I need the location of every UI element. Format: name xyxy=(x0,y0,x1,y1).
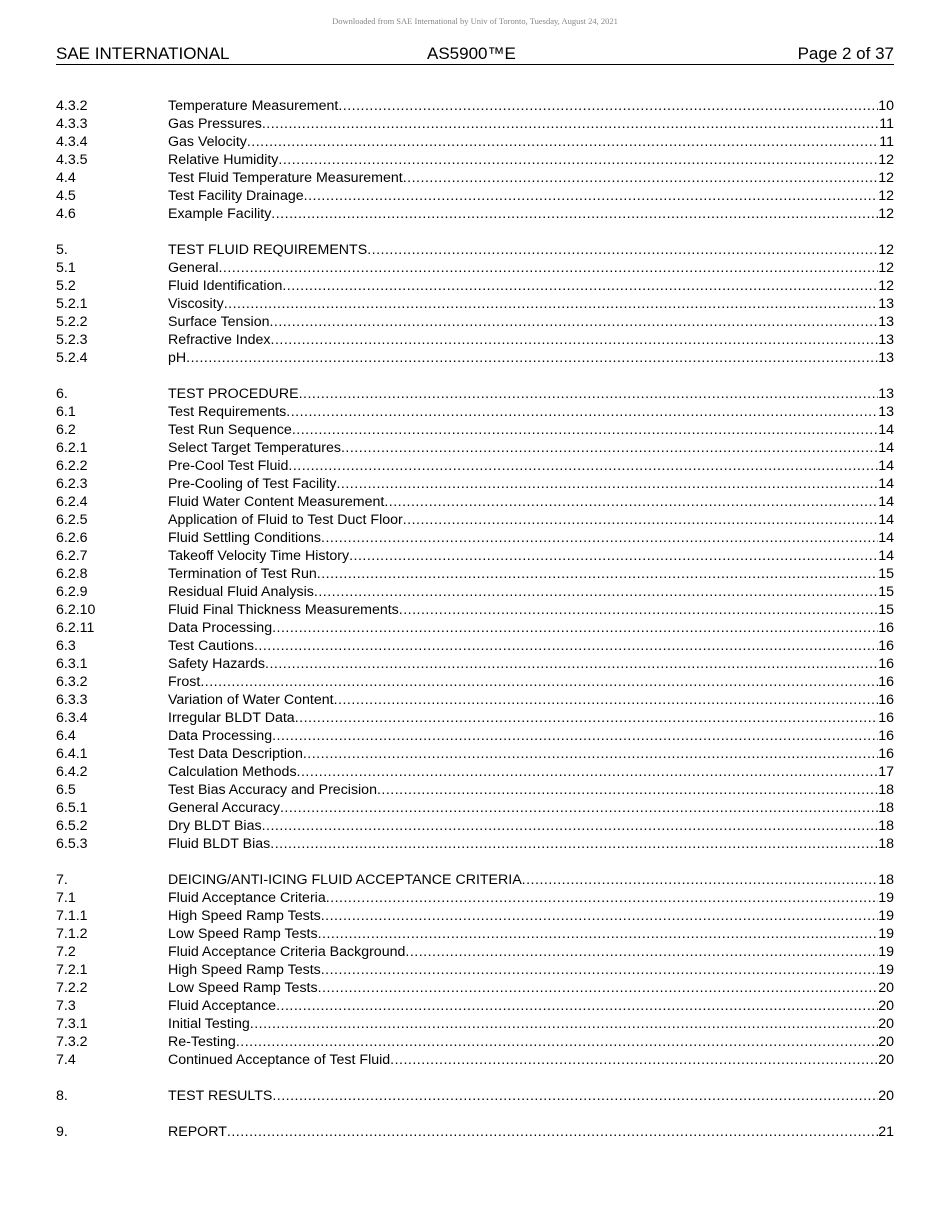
toc-entry-number: 6.3.3 xyxy=(56,692,88,708)
toc-entry-page: 14 xyxy=(878,530,894,546)
toc-dot-leader xyxy=(247,133,879,151)
toc-entry[interactable] xyxy=(56,349,894,367)
toc-entry[interactable] xyxy=(56,961,894,979)
toc-entry[interactable] xyxy=(56,1033,894,1051)
toc-entry[interactable] xyxy=(56,583,894,601)
toc-entry-page: 10 xyxy=(878,98,894,114)
toc-dot-leader xyxy=(341,439,878,457)
toc-entry-number: 4.6 xyxy=(56,206,76,222)
toc-entry-page: 19 xyxy=(878,890,894,906)
toc-entry-title: DEICING/ANTI-ICING FLUID ACCEPTANCE CRITERIA xyxy=(168,872,522,888)
toc-entry-number: 7. xyxy=(56,872,68,888)
toc-dot-leader xyxy=(272,727,878,745)
toc-entry-page: 14 xyxy=(878,440,894,456)
toc-entry-page: 16 xyxy=(878,674,894,690)
toc-dot-leader xyxy=(317,565,878,583)
toc-entry[interactable] xyxy=(56,655,894,673)
toc-entry[interactable] xyxy=(56,241,894,259)
toc-entry-title: Safety Hazards xyxy=(168,656,265,672)
toc-entry-page: 16 xyxy=(878,746,894,762)
toc-dot-leader xyxy=(262,817,879,835)
toc-entry-title: Initial Testing xyxy=(168,1016,250,1032)
toc-dot-leader xyxy=(318,979,879,997)
toc-entry-page: 18 xyxy=(878,782,894,798)
toc-entry-number: 7.3 xyxy=(56,998,76,1014)
toc-entry-page: 15 xyxy=(878,566,894,582)
toc-entry-title: Fluid BLDT Bias xyxy=(168,836,271,852)
toc-entry-number: 6.5 xyxy=(56,782,76,798)
toc-dot-leader xyxy=(271,205,878,223)
toc-entry-title: Calculation Methods xyxy=(168,764,297,780)
toc-entry-number: 6.3.4 xyxy=(56,710,88,726)
toc-dot-leader xyxy=(326,889,879,907)
toc-entry-title: Fluid Final Thickness Measurements xyxy=(168,602,399,618)
toc-entry-number: 6.2.3 xyxy=(56,476,88,492)
toc-entry-page: 12 xyxy=(878,188,894,204)
toc-entry-page: 14 xyxy=(878,422,894,438)
toc-entry[interactable] xyxy=(56,745,894,763)
toc-entry[interactable] xyxy=(56,511,894,529)
toc-entry-number: 6.2 xyxy=(56,422,76,438)
toc-entry-number: 6.4.2 xyxy=(56,764,88,780)
toc-dot-leader xyxy=(270,835,878,853)
toc-entry-page: 18 xyxy=(878,818,894,834)
toc-entry-page: 13 xyxy=(878,386,894,402)
table-of-contents xyxy=(56,97,894,1159)
toc-entry-title: Fluid Acceptance Criteria xyxy=(168,890,326,906)
toc-entry-title: Surface Tension xyxy=(168,314,270,330)
toc-entry-page: 16 xyxy=(878,710,894,726)
toc-entry[interactable] xyxy=(56,205,894,223)
toc-entry[interactable] xyxy=(56,529,894,547)
toc-entry-title: Relative Humidity xyxy=(168,152,279,168)
toc-entry-title: Gas Pressures xyxy=(168,116,262,132)
toc-entry[interactable] xyxy=(56,295,894,313)
toc-entry-number: 4.3.3 xyxy=(56,116,88,132)
toc-dot-leader xyxy=(303,745,878,763)
toc-entry-page: 19 xyxy=(878,908,894,924)
toc-entry-title: Fluid Acceptance Criteria Background xyxy=(168,944,406,960)
toc-entry[interactable] xyxy=(56,763,894,781)
toc-entry[interactable] xyxy=(56,133,894,151)
toc-entry-number: 5. xyxy=(56,242,68,258)
toc-entry-page: 11 xyxy=(879,134,894,150)
toc-entry-page: 16 xyxy=(878,728,894,744)
toc-entry-number: 6.5.2 xyxy=(56,818,88,834)
toc-entry-number: 5.1 xyxy=(56,260,76,276)
toc-section-group xyxy=(56,97,894,223)
toc-dot-leader xyxy=(522,871,879,889)
toc-entry[interactable] xyxy=(56,997,894,1015)
toc-dot-leader xyxy=(278,151,878,169)
toc-entry-number: 7.2.1 xyxy=(56,962,88,978)
toc-entry-title: Test Cautions xyxy=(168,638,254,654)
toc-entry-number: 6.2.6 xyxy=(56,530,88,546)
toc-entry-title: Pre-Cooling of Test Facility xyxy=(168,476,337,492)
toc-entry-title: Low Speed Ramp Tests xyxy=(168,926,318,942)
toc-entry-page: 12 xyxy=(878,278,894,294)
toc-dot-leader xyxy=(349,547,878,565)
toc-entry[interactable] xyxy=(56,1087,894,1105)
toc-entry-number: 7.2.2 xyxy=(56,980,88,996)
toc-entry[interactable] xyxy=(56,601,894,619)
toc-entry[interactable] xyxy=(56,421,894,439)
toc-entry-page: 14 xyxy=(878,494,894,510)
toc-entry-page: 21 xyxy=(878,1124,894,1140)
toc-entry-number: 7.4 xyxy=(56,1052,76,1068)
toc-entry-title: Data Processing xyxy=(168,728,273,744)
toc-entry-number: 6.2.8 xyxy=(56,566,88,582)
toc-entry-title: Fluid Settling Conditions xyxy=(168,530,321,546)
toc-entry[interactable] xyxy=(56,565,894,583)
toc-dot-leader xyxy=(200,673,878,691)
toc-entry[interactable] xyxy=(56,727,894,745)
toc-entry[interactable] xyxy=(56,781,894,799)
toc-entry[interactable] xyxy=(56,637,894,655)
toc-dot-leader xyxy=(321,529,878,547)
toc-entry[interactable] xyxy=(56,313,894,331)
toc-entry-number: 5.2.2 xyxy=(56,314,88,330)
toc-entry-page: 18 xyxy=(878,800,894,816)
toc-dot-leader xyxy=(295,709,879,727)
toc-entry-title: Irregular BLDT Data xyxy=(168,710,295,726)
toc-entry-title: Refractive Index xyxy=(168,332,271,348)
toc-entry-title: TEST RESULTS xyxy=(168,1088,273,1104)
toc-entry-page: 13 xyxy=(878,404,894,420)
toc-entry-number: 6.5.3 xyxy=(56,836,88,852)
toc-entry-title: Residual Fluid Analysis xyxy=(168,584,314,600)
toc-entry-title: Termination of Test Run xyxy=(168,566,317,582)
toc-entry-title: Test Bias Accuracy and Precision xyxy=(168,782,377,798)
toc-dot-leader xyxy=(272,619,878,637)
toc-entry[interactable] xyxy=(56,907,894,925)
toc-dot-leader xyxy=(399,601,878,619)
toc-entry-number: 6.2.9 xyxy=(56,584,88,600)
toc-dot-leader xyxy=(405,943,878,961)
toc-entry-number: 6.2.5 xyxy=(56,512,88,528)
toc-entry[interactable] xyxy=(56,277,894,295)
toc-dot-leader xyxy=(304,187,879,205)
toc-entry[interactable] xyxy=(56,493,894,511)
toc-entry-page: 17 xyxy=(878,764,894,780)
toc-entry[interactable] xyxy=(56,403,894,421)
toc-entry-title: REPORT xyxy=(168,1124,227,1140)
toc-entry-title: TEST PROCEDURE xyxy=(168,386,299,402)
toc-entry-page: 18 xyxy=(878,836,894,852)
toc-entry-title: Viscosity xyxy=(168,296,224,312)
toc-dot-leader xyxy=(377,781,878,799)
toc-entry[interactable] xyxy=(56,1015,894,1033)
toc-dot-leader xyxy=(227,1123,878,1141)
download-watermark-note: Downloaded from SAE International by Univ of Toronto, Tuesday, August 24, 2021 xyxy=(332,16,618,26)
toc-entry[interactable] xyxy=(56,457,894,475)
toc-entry[interactable] xyxy=(56,97,894,115)
toc-entry-page: 16 xyxy=(878,656,894,672)
toc-entry-title: Test Data Description xyxy=(168,746,303,762)
toc-dot-leader xyxy=(282,277,878,295)
toc-entry-page: 20 xyxy=(878,1016,894,1032)
toc-entry-page: 15 xyxy=(878,602,894,618)
toc-entry-title: Test Fluid Temperature Measurement xyxy=(168,170,403,186)
toc-section-group xyxy=(56,385,894,853)
toc-entry-title: Data Processing xyxy=(168,620,273,636)
toc-entry-title: Frost xyxy=(168,674,201,690)
toc-entry-title: TEST FLUID REQUIREMENTS xyxy=(168,242,368,258)
toc-entry-number: 7.1 xyxy=(56,890,76,906)
toc-dot-leader xyxy=(186,349,878,367)
toc-entry-number: 4.3.2 xyxy=(56,98,88,114)
toc-entry-title: pH xyxy=(168,350,187,366)
toc-entry-page: 15 xyxy=(878,584,894,600)
toc-entry-title: Example Facility xyxy=(168,206,272,222)
toc-dot-leader xyxy=(314,583,878,601)
toc-entry-number: 6.2.1 xyxy=(56,440,88,456)
toc-entry[interactable] xyxy=(56,439,894,457)
toc-entry-number: 6.2.4 xyxy=(56,494,88,510)
toc-entry-number: 6.2.2 xyxy=(56,458,88,474)
toc-entry-title: Variation of Water Content xyxy=(168,692,334,708)
toc-dot-leader xyxy=(224,295,879,313)
toc-entry[interactable] xyxy=(56,187,894,205)
toc-entry-title: General xyxy=(168,260,219,276)
toc-dot-leader xyxy=(403,169,878,187)
toc-entry-title: Re-Testing xyxy=(168,1034,236,1050)
toc-entry[interactable] xyxy=(56,691,894,709)
toc-entry-title: Continued Acceptance of Test Fluid xyxy=(168,1052,391,1068)
toc-entry-number: 7.3.1 xyxy=(56,1016,88,1032)
toc-entry[interactable] xyxy=(56,385,894,403)
toc-dot-leader xyxy=(265,655,878,673)
toc-entry-page: 13 xyxy=(878,332,894,348)
toc-entry-number: 9. xyxy=(56,1124,68,1140)
header-page-number: Page 2 of 37 xyxy=(797,44,894,63)
toc-entry-page: 12 xyxy=(878,206,894,222)
toc-entry-number: 4.3.4 xyxy=(56,134,88,150)
toc-entry-page: 18 xyxy=(878,872,894,888)
toc-entry[interactable] xyxy=(56,943,894,961)
toc-entry-number: 6.5.1 xyxy=(56,800,88,816)
toc-entry-page: 16 xyxy=(878,638,894,654)
toc-entry-title: Test Run Sequence xyxy=(168,422,292,438)
toc-section-group xyxy=(56,1123,894,1141)
toc-entry-number: 7.1.2 xyxy=(56,926,88,942)
toc-entry-number: 6.2.10 xyxy=(56,602,96,618)
toc-entry-page: 16 xyxy=(878,620,894,636)
toc-section-group xyxy=(56,241,894,367)
toc-entry-number: 5.2.1 xyxy=(56,296,88,312)
toc-entry-title: Fluid Water Content Measurement xyxy=(168,494,385,510)
toc-entry-number: 6.3.1 xyxy=(56,656,88,672)
toc-entry-title: Temperature Measurement xyxy=(168,98,339,114)
toc-entry-number: 6. xyxy=(56,386,68,402)
toc-entry-number: 7.1.1 xyxy=(56,908,88,924)
toc-dot-leader xyxy=(321,907,878,925)
toc-entry-page: 20 xyxy=(878,1052,894,1068)
toc-entry[interactable] xyxy=(56,817,894,835)
toc-entry-title: Fluid Identification xyxy=(168,278,283,294)
toc-entry-title: Pre-Cool Test Fluid xyxy=(168,458,289,474)
toc-entry-number: 4.5 xyxy=(56,188,76,204)
toc-entry-number: 6.3.2 xyxy=(56,674,88,690)
toc-dot-leader xyxy=(269,313,878,331)
toc-entry[interactable] xyxy=(56,331,894,349)
toc-entry-page: 19 xyxy=(878,962,894,978)
toc-dot-leader xyxy=(403,511,878,529)
toc-entry-title: Low Speed Ramp Tests xyxy=(168,980,318,996)
toc-entry-title: Test Requirements xyxy=(168,404,287,420)
toc-entry-page: 11 xyxy=(879,116,894,132)
toc-dot-leader xyxy=(272,1087,878,1105)
toc-entry-title: High Speed Ramp Tests xyxy=(168,908,321,924)
header-organization: SAE INTERNATIONAL xyxy=(56,44,230,63)
toc-entry-number: 6.2.7 xyxy=(56,548,88,564)
toc-entry-title: Test Facility Drainage xyxy=(168,188,304,204)
toc-entry-title: Application of Fluid to Test Duct Floor xyxy=(168,512,403,528)
toc-entry-number: 8. xyxy=(56,1088,68,1104)
toc-entry[interactable] xyxy=(56,1123,894,1141)
toc-entry-title: Dry BLDT Bias xyxy=(168,818,262,834)
toc-entry[interactable] xyxy=(56,835,894,853)
toc-entry[interactable] xyxy=(56,925,894,943)
toc-dot-leader xyxy=(334,691,879,709)
toc-dot-leader xyxy=(367,241,878,259)
toc-entry-page: 12 xyxy=(878,152,894,168)
toc-entry-number: 6.2.11 xyxy=(56,620,95,636)
toc-entry[interactable] xyxy=(56,709,894,727)
toc-dot-leader xyxy=(288,457,878,475)
toc-entry[interactable] xyxy=(56,889,894,907)
toc-dot-leader xyxy=(271,331,879,349)
header-document-id: AS5900™E xyxy=(427,44,516,63)
toc-dot-leader xyxy=(299,385,879,403)
toc-entry-title: Takeoff Velocity Time History xyxy=(168,548,350,564)
toc-entry-number: 5.2 xyxy=(56,278,76,294)
toc-entry-number: 6.4 xyxy=(56,728,76,744)
toc-entry-number: 4.3.5 xyxy=(56,152,88,168)
toc-dot-leader xyxy=(390,1051,878,1069)
toc-entry-page: 14 xyxy=(878,548,894,564)
toc-entry-title: Gas Velocity xyxy=(168,134,247,150)
toc-dot-leader xyxy=(321,961,878,979)
toc-entry-title: General Accuracy xyxy=(168,800,280,816)
toc-section-group xyxy=(56,871,894,1069)
toc-entry[interactable] xyxy=(56,619,894,637)
toc-entry-page: 19 xyxy=(878,944,894,960)
toc-entry-page: 20 xyxy=(878,998,894,1014)
toc-entry-number: 5.2.3 xyxy=(56,332,88,348)
toc-dot-leader xyxy=(318,925,879,943)
toc-entry-page: 19 xyxy=(878,926,894,942)
toc-entry-title: Fluid Acceptance xyxy=(168,998,277,1014)
toc-entry-page: 14 xyxy=(878,512,894,528)
toc-entry[interactable] xyxy=(56,673,894,691)
toc-entry-page: 13 xyxy=(878,314,894,330)
toc-dot-leader xyxy=(384,493,878,511)
toc-entry-page: 16 xyxy=(878,692,894,708)
toc-entry-page: 20 xyxy=(878,1034,894,1050)
toc-entry-number: 6.1 xyxy=(56,404,76,420)
toc-dot-leader xyxy=(250,1015,878,1033)
toc-entry[interactable] xyxy=(56,259,894,277)
toc-entry-page: 13 xyxy=(878,350,894,366)
toc-entry[interactable] xyxy=(56,475,894,493)
toc-entry[interactable] xyxy=(56,115,894,133)
toc-dot-leader xyxy=(338,97,878,115)
toc-entry-number: 6.3 xyxy=(56,638,76,654)
toc-entry-number: 7.3.2 xyxy=(56,1034,88,1050)
toc-entry-title: High Speed Ramp Tests xyxy=(168,962,321,978)
toc-entry-page: 12 xyxy=(878,260,894,276)
toc-dot-leader xyxy=(262,115,879,133)
toc-dot-leader xyxy=(336,475,878,493)
toc-entry[interactable] xyxy=(56,547,894,565)
toc-dot-leader xyxy=(286,403,878,421)
toc-entry-page: 20 xyxy=(878,980,894,996)
toc-entry[interactable] xyxy=(56,799,894,817)
toc-entry-page: 12 xyxy=(878,242,894,258)
toc-entry-number: 6.4.1 xyxy=(56,746,88,762)
toc-entry[interactable] xyxy=(56,1051,894,1069)
toc-dot-leader xyxy=(292,421,878,439)
toc-entry-number: 7.2 xyxy=(56,944,76,960)
toc-entry-page: 14 xyxy=(878,476,894,492)
toc-dot-leader xyxy=(236,1033,878,1051)
toc-entry[interactable] xyxy=(56,169,894,187)
toc-dot-leader xyxy=(218,259,878,277)
toc-dot-leader xyxy=(276,997,878,1015)
toc-dot-leader xyxy=(297,763,879,781)
toc-entry-page: 13 xyxy=(878,296,894,312)
toc-dot-leader xyxy=(254,637,878,655)
toc-entry-page: 12 xyxy=(878,170,894,186)
toc-entry-page: 20 xyxy=(878,1088,894,1104)
toc-entry[interactable] xyxy=(56,979,894,997)
toc-entry-number: 4.4 xyxy=(56,170,76,186)
page-header xyxy=(56,44,894,65)
toc-section-group xyxy=(56,1087,894,1105)
toc-entry[interactable] xyxy=(56,151,894,169)
toc-entry[interactable] xyxy=(56,871,894,889)
toc-entry-number: 5.2.4 xyxy=(56,350,88,366)
toc-entry-page: 14 xyxy=(878,458,894,474)
toc-entry-title: Select Target Temperatures xyxy=(168,440,341,456)
toc-dot-leader xyxy=(280,799,878,817)
